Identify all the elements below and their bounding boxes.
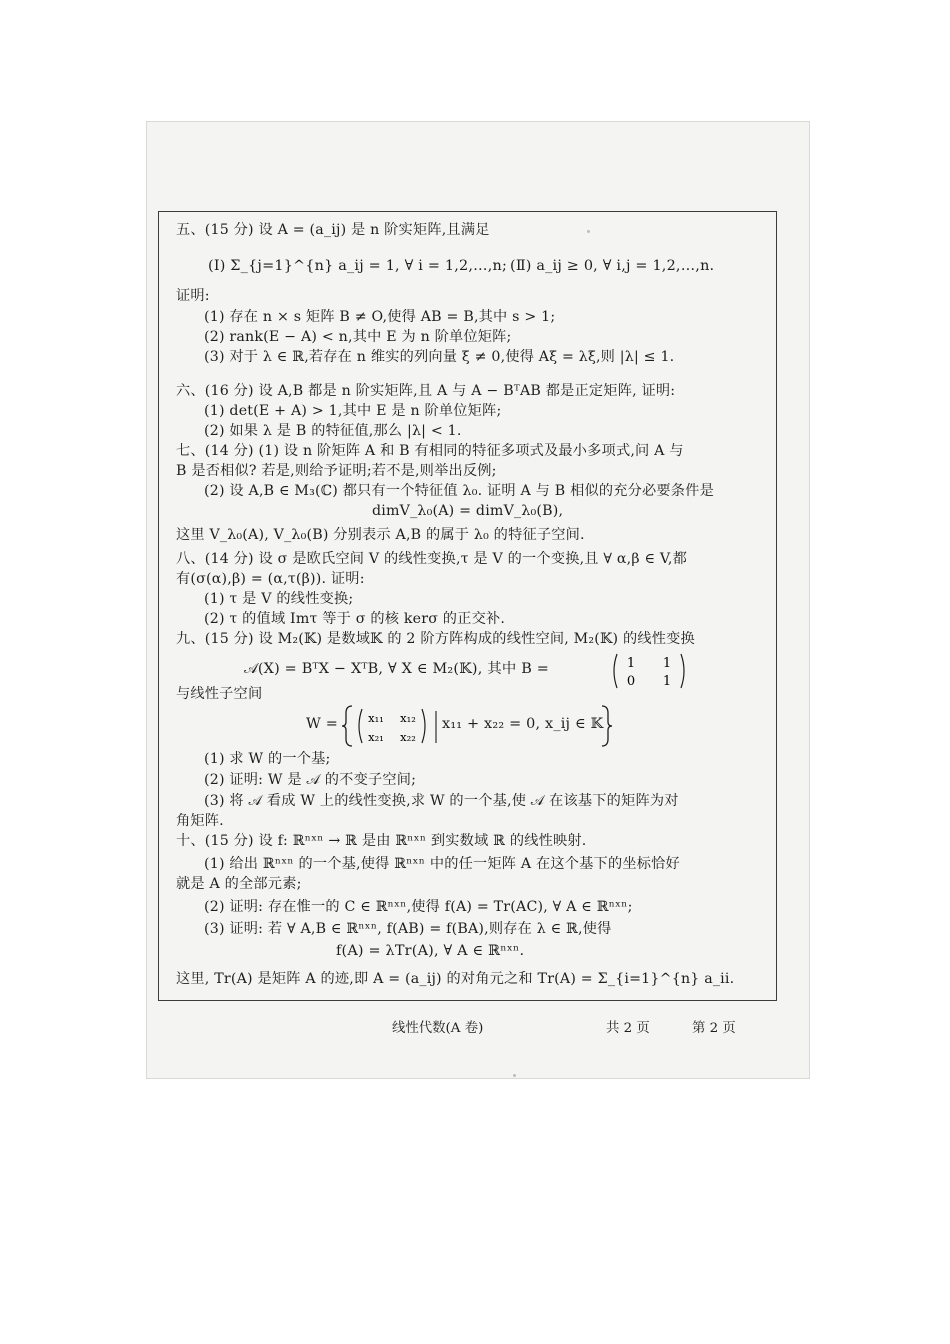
problem7-line1: 七、(14 分) (1) 设 n 阶矩阵 A 和 B 有相同的特征多项式及最小多项式,问 A 与 (176, 443, 684, 459)
problem8-line2: 有(σ(α),β) = (α,τ(β)). 证明: (176, 571, 365, 587)
problem10-part2: (2) 证明: 存在惟一的 C ∈ ℝⁿˣⁿ,使得 f(A) = Tr(AC), ∀ A ∈ ℝⁿˣⁿ; (204, 899, 633, 915)
matrix-x-entry: x₂₁ (368, 730, 384, 744)
matrix-x-entry: x₂₂ (400, 730, 416, 744)
problem5-part3: (3) 对于 λ ∈ ℝ,若存在 n 维实的列向量 ξ ≠ 0,使得 Aξ = λξ,则 |λ| ≤ 1. (204, 349, 675, 365)
problem6-part2: (2) 如果 λ 是 B 的特征值,那么 |λ| < 1. (204, 423, 462, 439)
problem10-part1-cont: 就是 A 的全部元素; (176, 876, 302, 892)
problem10-part3: (3) 证明: 若 ∀ A,B ∈ ℝⁿˣⁿ, f(AB) = f(BA),则存在 λ ∈ ℝ,使得 (204, 921, 612, 937)
matrix-b-entry: 1 (626, 656, 636, 671)
problem9-part3: (3) 将 𝒜 看成 W 上的线性变换,求 W 的一个基,使 𝒜 在该基下的矩阵为对 (204, 793, 679, 809)
matrix-b-entry: 1 (662, 656, 672, 671)
problem8-line1: 八、(14 分) 设 σ 是欧氏空间 V 的线性变换,τ 是 V 的一个变换,且 ∀ α,β ∈ V,都 (176, 551, 687, 567)
problem9-header: 九、(15 分) 设 M₂(𝕂) 是数域𝕂 的 2 阶方阵构成的线性空间, M₂(𝕂) 的线性变换 (176, 631, 695, 647)
problem8-part1: (1) τ 是 V 的线性变换; (204, 591, 354, 607)
problem8-part2: (2) τ 的值域 Imτ 等于 σ 的核 kerσ 的正交补. (204, 611, 506, 627)
problem9-map: 𝒜(X) = BᵀX − XᵀB, ∀ X ∈ M₂(𝕂), 其中 B = (244, 661, 550, 677)
problem5-cond-ii: (Ⅱ) a_ij ≥ 0, ∀ i,j = 1,2,…,n. (510, 258, 715, 274)
problem9-subspace-condition: x₁₁ + x₂₂ = 0, x_ij ∈ 𝕂 (442, 716, 604, 732)
problem10-part1: (1) 给出 ℝⁿˣⁿ 的一个基,使得 ℝⁿˣⁿ 中的任一矩阵 A 在这个基下的坐标恰好 (204, 856, 680, 872)
problem5-part2: (2) rank(E − A) < n,其中 E 为 n 阶单位矩阵; (204, 329, 512, 345)
problem6-header: 六、(16 分) 设 A,B 都是 n 阶实矩阵,且 A 与 A − BᵀAB 都是正定矩阵, 证明: (176, 383, 676, 399)
matrix-b (610, 652, 688, 690)
problem5-cond-i: (Ⅰ) Σ_{j=1}^{n} a_ij = 1, ∀ i = 1,2,…,n; (208, 258, 508, 274)
problem5-part1: (1) 存在 n × s 矩阵 B ≠ O,使得 AB = B,其中 s > 1; (204, 309, 556, 325)
scan-speck (513, 1074, 516, 1077)
problem9-subspace-intro: 与线性子空间 (176, 686, 263, 702)
problem7-formula: dimV_λ₀(A) = dimV_λ₀(B), (372, 503, 564, 519)
subspace-set (342, 703, 442, 749)
problem10-note: 这里, Tr(A) 是矩阵 A 的迹,即 A = (a_ij) 的对角元之和 Tr(A) = Σ_{i=1}^{n} a_ii. (176, 971, 735, 987)
matrix-b-entry: 0 (626, 674, 636, 689)
problem10-header: 十、(15 分) 设 f: ℝⁿˣⁿ → ℝ 是由 ℝⁿˣⁿ 到实数域 ℝ 的线性映射. (176, 833, 587, 849)
problem9-part1: (1) 求 W 的一个基; (204, 751, 331, 767)
problem6-part1: (1) det(E + A) > 1,其中 E 是 n 阶单位矩阵; (204, 403, 502, 419)
matrix-x-entry: x₁₂ (400, 711, 416, 725)
subspace-set-close (600, 703, 614, 749)
footer-page-number: 第 2 页 (692, 1021, 736, 1036)
problem5-header: 五、(15 分) 设 A = (a_ij) 是 n 阶实矩阵,且满足 (176, 222, 490, 238)
problem9-subspace-lhs: W = (306, 716, 339, 732)
problem9-part2: (2) 证明: W 是 𝒜 的不变子空间; (204, 772, 417, 788)
matrix-b-entry: 1 (662, 674, 672, 689)
footer-course-title: 线性代数(A 卷) (392, 1021, 484, 1036)
matrix-x-entry: x₁₁ (368, 711, 384, 725)
problem7-line4: 这里 V_λ₀(A), V_λ₀(B) 分别表示 A,B 的属于 λ₀ 的特征子空间. (176, 527, 585, 543)
footer-page-total: 共 2 页 (606, 1021, 650, 1036)
problem10-part3-formula: f(A) = λTr(A), ∀ A ∈ ℝⁿˣⁿ. (336, 943, 525, 959)
problem9-part3-cont: 角矩阵. (176, 813, 224, 829)
problem7-line2: B 是否相似? 若是,则给予证明;若不是,则举出反例; (176, 463, 497, 479)
problem5-prove-label: 证明: (176, 288, 210, 304)
problem7-line3: (2) 设 A,B ∈ M₃(ℂ) 都只有一个特征值 λ₀. 证明 A 与 B 相似的充分必要条件是 (204, 483, 714, 499)
